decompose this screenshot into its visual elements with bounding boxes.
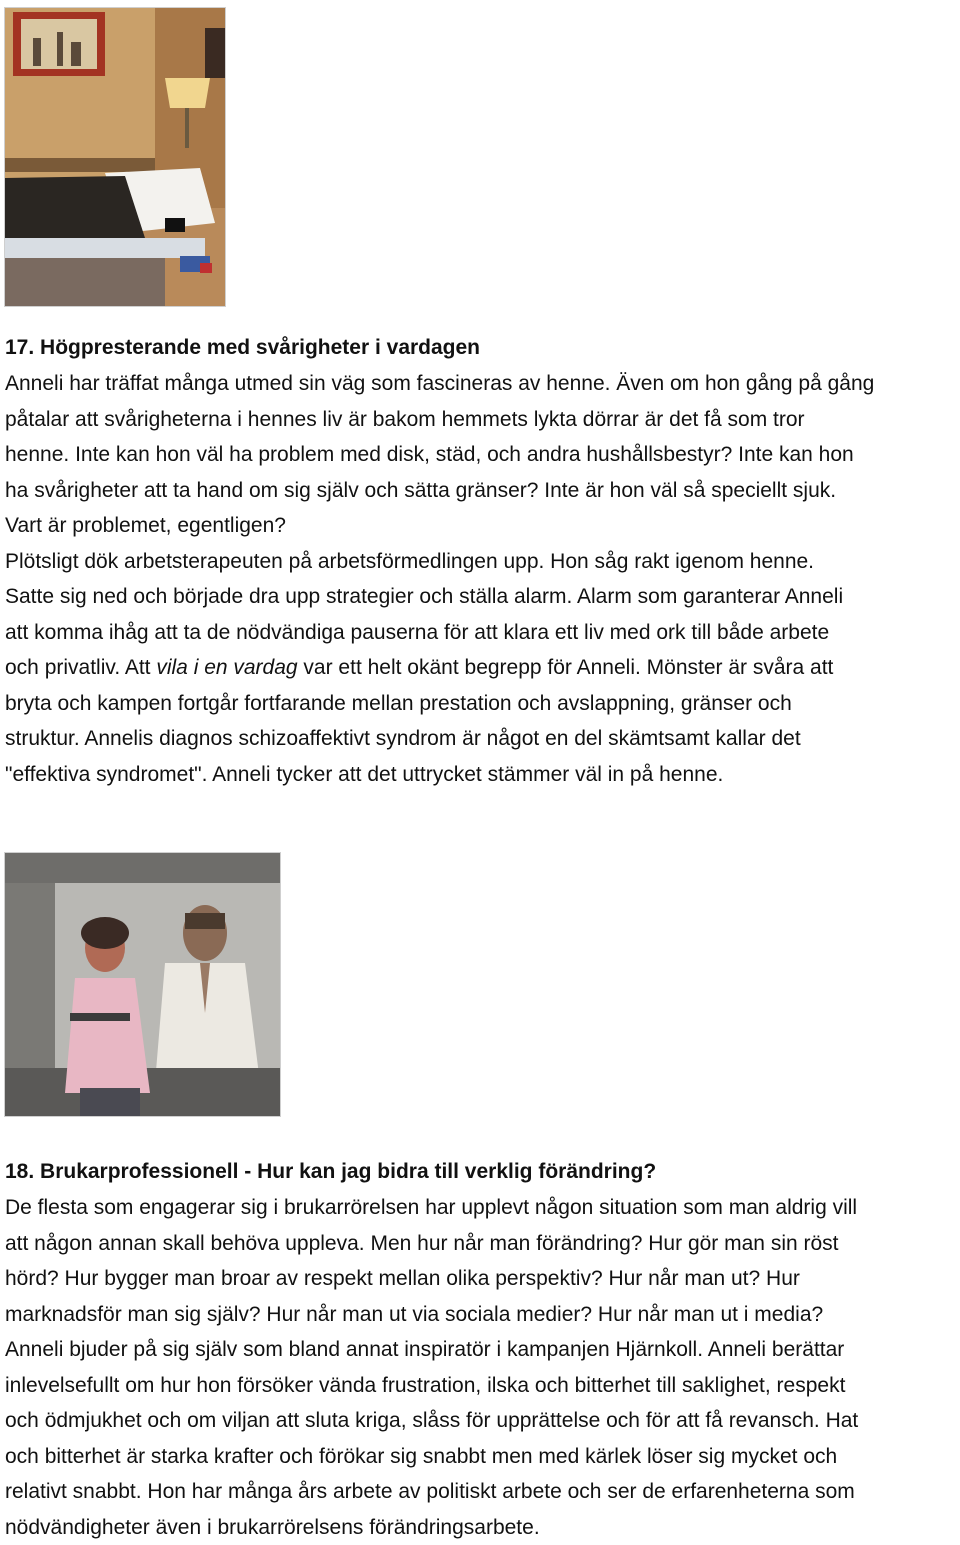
emphasis: vila i en vardag xyxy=(156,656,298,679)
text-line: hörd? Hur bygger man broar av respekt mellan olika perspektiv? Hur når man ut? Hur xyxy=(5,1267,800,1290)
section-18-body xyxy=(5,1190,960,1545)
text-line: nödvändigheter även i brukarrörelsens förändringsarbete. xyxy=(5,1515,540,1539)
text-line: henne. Inte kan hon väl ha problem med disk, städ, och andra hushållsbestyr? Inte kan hon xyxy=(5,443,854,466)
text-line: påtalar att svårigheterna i hennes liv är bakom hemmets lykta dörrar är det få som tror xyxy=(5,407,805,431)
section-17-body xyxy=(5,366,960,792)
text-line: att någon annan skall behöva uppleva. Men hur når man förändring? Hur gör man sin röst xyxy=(5,1231,839,1255)
text-line: De flesta som engagerar sig i brukarrörelsen har upplevt någon situation som man aldrig vill xyxy=(5,1196,858,1219)
text-line: att komma ihåg att ta de nödvändiga pauserna för att klara ett liv med ork till både arbete xyxy=(5,620,830,644)
presentation-photo xyxy=(4,852,281,1117)
text-line: bryta och kampen fortgår fortfarande mellan prestation och avslappning, gränser och xyxy=(5,691,792,715)
section-18-heading: 18. Brukarprofessionell - Hur kan jag bidra till verklig förändring? xyxy=(5,1160,657,1183)
text-line: Anneli bjuder på sig själv som bland annat inspiratör i kampanjen Hjärnkoll. Anneli berättar xyxy=(5,1338,845,1361)
text-line: "effektiva syndromet". Anneli tycker att det uttrycket stämmer väl in på henne. xyxy=(5,762,724,786)
section-17 xyxy=(5,330,960,792)
text-line: och privatliv. Att vila i en vardag var ett helt okänt begrepp för Anneli. Mönster är svåra att xyxy=(5,656,834,679)
text-line: struktur. Annelis diagnos schizoaffektivt syndrom är något en del skämtsamt kallar det xyxy=(5,727,801,750)
section-18 xyxy=(5,1154,960,1545)
text-line: Vart är problemet, egentligen? xyxy=(5,514,286,537)
text-line: Satte sig ned och började dra upp strategier och ställa alarm. Alarm som garanterar Anneli xyxy=(5,585,844,608)
text-line: relativt snabbt. Hon har många års arbete av politiskt arbete och ser de erfarenheterna som xyxy=(5,1480,855,1503)
hotel-room-photo xyxy=(4,7,226,307)
text-line: ha svårigheter att ta hand om sig själv och sätta gränser? Inte är hon väl så speciellt sjuk. xyxy=(5,478,837,502)
text-line: och bitterhet är starka krafter och förökar sig snabbt men med kärlek löser sig mycket och xyxy=(5,1444,838,1468)
text-line: och ödmjukhet och om viljan att sluta kriga, slåss för upprättelse och för att få revansch. Hat xyxy=(5,1409,859,1432)
text-line: marknadsför man sig själv? Hur når man ut via sociala medier? Hur når man ut i media? xyxy=(5,1302,824,1326)
text-line: inlevelsefullt om hur hon försöker vända frustration, ilska och bitterhet till saklighet, respekt xyxy=(5,1373,846,1397)
section-17-heading: 17. Högpresterande med svårigheter i vardagen xyxy=(5,336,481,359)
text-line: Plötsligt dök arbetsterapeuten på arbetsförmedlingen upp. Hon såg rakt igenom henne. xyxy=(5,549,815,573)
text-line: Anneli har träffat många utmed sin väg som fascineras av henne. Även om hon gång på gång xyxy=(5,372,875,395)
